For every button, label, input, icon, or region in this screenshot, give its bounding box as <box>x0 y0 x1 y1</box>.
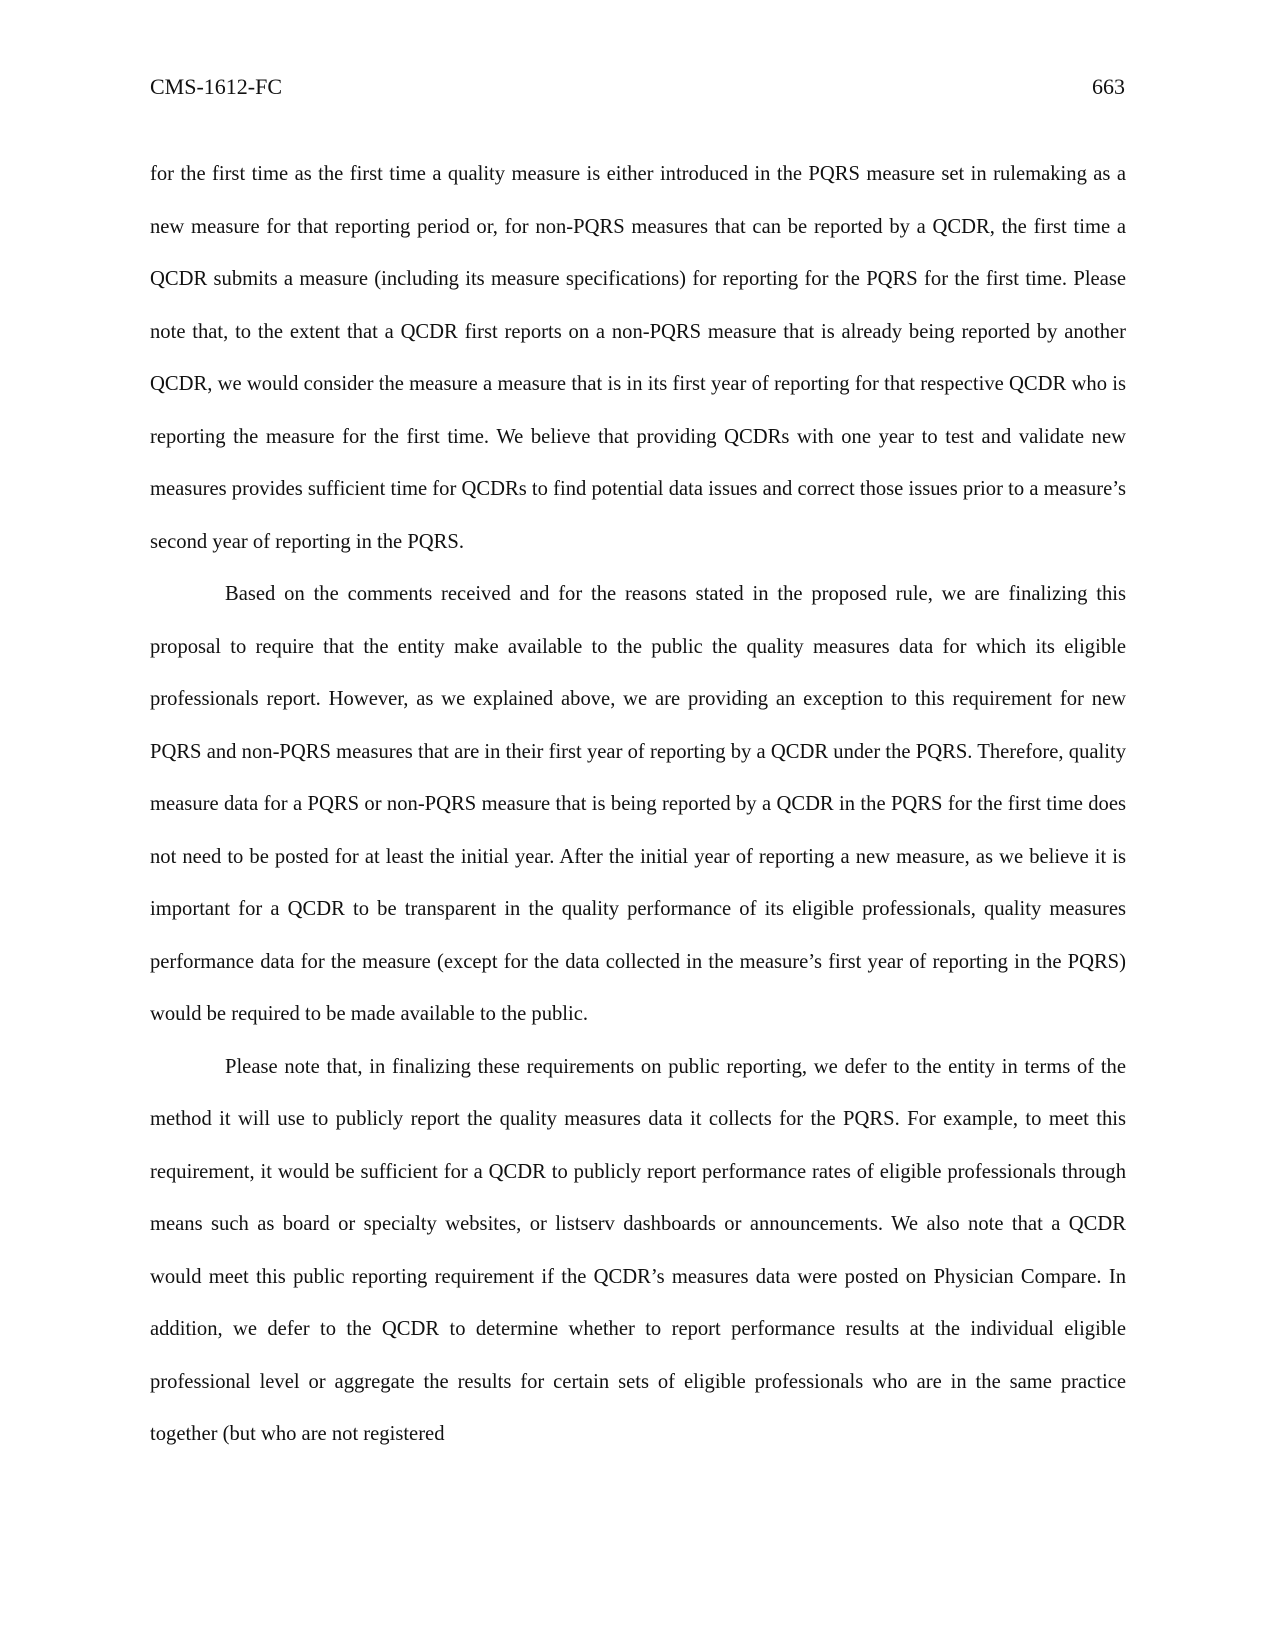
paragraph-public-reporting: Please note that, in finalizing these requirements on public reporting, we defer to the entity in terms of the method it will use to publicly report the quality measures data it collects for the PQRS. For example, to meet this requirement, it would be sufficient for a QCDR to publicly report performance rates of eligible professionals through means such as board or specialty websites, or listserv dashboards or announcements. We also note that a QCDR would meet this public reporting requirement if the QCDR’s measures data were posted on Physician Compare. In addition, we defer to the QCDR to determine whether to report performance results at the individual eligible professional level or aggregate the results for certain sets of eligible professionals who are in the same practice together (but who are not registered <box>150 1055 1126 1445</box>
paragraph-finalizing-proposal: Based on the comments received and for the reasons stated in the proposed rule, we are finalizing this proposal to require that the entity make available to the public the quality measures data for which its eligible professionals report. However, as we explained above, we are providing an exception to this requirement for new PQRS and non-PQRS measures that are in their first year of reporting by a QCDR under the PQRS. Therefore, quality measure data for a PQRS or non-PQRS measure that is being reported by a QCDR in the PQRS for the first time does not need to be posted for at least the initial year. After the initial year of reporting a new measure, as we believe it is important for a QCDR to be transparent in the quality performance of its eligible professionals, quality measures performance data for the measure (except for the data collected in the measure’s first year of reporting in the PQRS) would be required to be made available to the public. <box>150 583 1126 1025</box>
paragraph-continuation: for the first time as the first time a quality measure is either introduced in the PQRS measure set in rulemaking as a new measure for that reporting period or, for non-PQRS measures that can be reported by a QCDR, the first time a QCDR submits a measure (including its measure specifications) for reporting for the PQRS for the first time. Please note that, to the extent that a QCDR first reports on a non-PQRS measure that is already being reported by another QCDR, we would consider the measure a measure that is in its first year of reporting for that respective QCDR who is reporting the measure for the first time. We believe that providing QCDRs with one year to test and validate new measures provides sufficient time for QCDRs to find potential data issues and correct those issues prior to a measure’s second year of reporting in the PQRS. <box>150 163 1126 553</box>
page-number: 663 <box>1092 74 1125 99</box>
document-body <box>150 148 1126 1461</box>
document-id: CMS-1612-FC <box>150 74 283 99</box>
